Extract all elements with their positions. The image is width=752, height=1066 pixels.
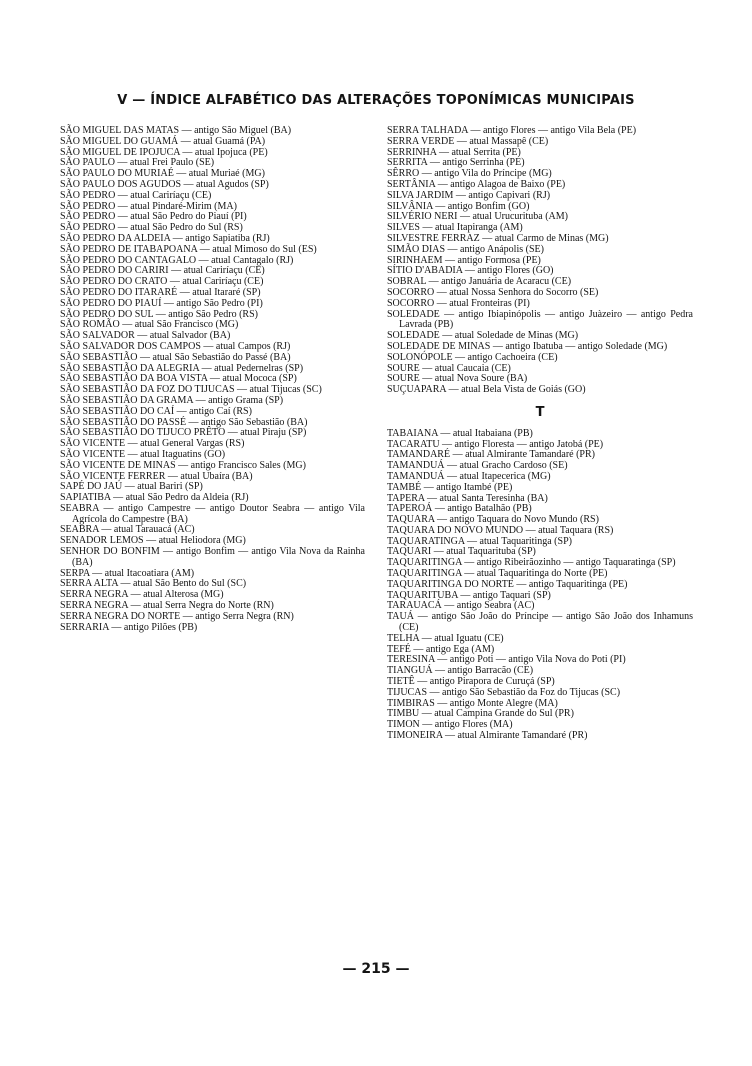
index-entry: SÃO ROMÃO — atual São Francisco (MG) <box>60 319 239 331</box>
page-number: — 215 — <box>342 961 410 977</box>
index-entry: TIJUCAS — antigo São Sebastião da Foz do Tijucas (SC) <box>387 686 621 698</box>
index-entry: SÃO VICENTE FERRER — atual Ubaíra (BA) <box>60 470 253 482</box>
index-entry: SOLEDADE — atual Soledade de Minas (MG) <box>387 330 579 342</box>
index-entry: SILVÂNIA — antigo Bonfim (GO) <box>387 200 530 212</box>
index-entry: SOCORRO — atual Nossa Senhora do Socorro (SE) <box>387 286 599 298</box>
index-entry: TACARATU — antigo Floresta — antigo Jatobá (PE) <box>387 438 604 450</box>
index-entry: TAMANDUÁ — atual Gracho Cardoso (SE) <box>387 460 568 472</box>
index-entry: SÃO SEBASTIÃO DO PASSÉ — antigo São Sebastião (BA) <box>60 416 308 428</box>
index-entry: SILVESTRE FERRAZ — atual Carmo de Minas (MG) <box>387 232 609 244</box>
index-entry: TAUÁ — antigo São João do Príncipe — antigo São João dos Inhamuns (CE) <box>387 611 693 634</box>
index-entry: TELHA — atual Iguatu (CE) <box>387 632 504 644</box>
index-entry: SIRINHAEM — antigo Formosa (PE) <box>387 254 541 266</box>
index-entry: SOLEDADE DE MINAS — antigo Ibatuba — antigo Soledade (MG) <box>387 340 668 352</box>
section-letter: T <box>535 404 545 420</box>
index-entry: TIMBU — atual Campina Grande do Sul (PR) <box>387 708 574 720</box>
index-entry: SÃO SEBASTIÃO — atual São Sebastião do Passé (BA) <box>60 351 291 363</box>
index-entry: SÃO PEDRO DO CANTAGALO — atual Cantagalo (RJ) <box>60 254 294 266</box>
index-entry: SEABRA — antigo Campestre — antigo Doutor Seabra — antigo Vila Agrícola do Campestre (BA) <box>60 502 365 525</box>
index-entry: SÍTIO D'ABADIA — antigo Flores (GO) <box>387 265 554 277</box>
index-entry: SÃO PEDRO — atual Cariríaçu (CE) <box>60 189 212 201</box>
index-entry: TIMBIRAS — antigo Monte Alegre (MA) <box>387 697 558 709</box>
index-entry: SÃO MIGUEL DO GUAMÁ — atual Guamá (PA) <box>60 135 266 147</box>
index-entry: SERRITA — antigo Serrinha (PE) <box>387 157 525 169</box>
index-entry: SERTÂNIA — antigo Alagoa de Baixo (PE) <box>387 178 566 190</box>
index-entry: SERRARIA — antigo Pilões (PB) <box>60 621 198 633</box>
index-entry: SÃO PAULO — atual Frei Paulo (SE) <box>60 157 215 169</box>
index-entry: SOURE — atual Nova Soure (BA) <box>387 373 528 385</box>
index-entry: SÃO VICENTE — atual Itaguatins (GO) <box>60 448 226 460</box>
index-entry: TAQUARA DO NOVO MUNDO — atual Taquara (RS) <box>387 524 614 536</box>
index-entry: SÃO PEDRO — atual São Pedro do Piauí (PI) <box>60 211 247 223</box>
index-entry: SOURE — atual Caucaia (CE) <box>387 362 511 374</box>
index-entry: TAQUARITUBA — antigo Taquari (SP) <box>387 589 551 601</box>
index-entry: TAPEROÁ — antigo Batalhão (PB) <box>387 503 532 515</box>
index-entry: SOLEDADE — antigo Ibiapinópolis — antigo Juàzeiro — antigo Pedra Lavrada (PB) <box>387 308 693 331</box>
index-entry: SUÇUAPARA — atual Bela Vista de Goiás (GO) <box>387 384 586 396</box>
index-entry: SÃO PEDRO DE ITABAPOANA — atual Mimoso do Sul (ES) <box>60 243 317 255</box>
index-entry: SAPÉ DO JAÚ — atual Bariri (SP) <box>60 481 203 493</box>
index-entry: TAPERA — atual Santa Teresinha (BA) <box>387 492 548 504</box>
index-entry: SERRA TALHADA — antigo Flores — antigo Vila Bela (PE) <box>387 125 637 136</box>
index-entry: SEABRA — atual Tarauacá (AC) <box>60 524 195 536</box>
index-entry: TIMONEIRA — atual Almirante Tamandaré (PR) <box>387 730 588 742</box>
index-entry: SÃO MIGUEL DAS MATAS — antigo São Miguel (BA) <box>60 125 292 136</box>
index-entry: TAMANDUÁ — atual Itapecerica (MG) <box>387 470 551 482</box>
page-title: V — ÍNDICE ALFABÉTICO DAS ALTERAÇÕES TOPONÍMICAS MUNICIPAIS <box>117 93 635 108</box>
index-entry: SÃO PEDRO DO PIAUÍ — antigo São Pedro (PI) <box>60 297 263 309</box>
left-column <box>60 126 365 633</box>
index-entry: SENHOR DO BONFIM — antigo Bonfim — antigo Vila Nova da Rainha (BA) <box>60 546 365 568</box>
index-entry: TARAUACÁ — antigo Seabra (AC) <box>387 600 535 612</box>
right-column <box>387 126 693 742</box>
index-entry: SOCORRO — atual Fronteiras (PI) <box>387 297 530 309</box>
index-entry: SÃO PEDRO DA ALDEIA — antigo Sapiatiba (RJ) <box>60 232 270 244</box>
index-entry: SERRA ALTA — atual São Bento do Sul (SC) <box>60 578 247 590</box>
index-entry: SÃO PEDRO DO CRATO — atual Cariríaçu (CE) <box>60 276 264 288</box>
index-entry: SOLONÓPOLE — antigo Cachoeira (CE) <box>387 351 558 363</box>
index-entry: TAMBÉ — antigo Itambé (PE) <box>387 481 513 493</box>
index-entry: SÃO VICENTE — atual General Vargas (RS) <box>60 438 245 450</box>
index-entry: TERESINA — antigo Poti — antigo Vila Nova do Poti (PI) <box>387 654 626 666</box>
index-entry: SÃO SEBASTIÃO DA BOA VISTA — atual Mococa (SP) <box>60 373 297 385</box>
index-entry: SERRA VERDE — atual Massapê (CE) <box>387 135 549 147</box>
index-entry: SÃO SEBASTIÃO DO CAÍ — antigo Caí (RS) <box>60 405 252 417</box>
index-entry: SERRA NEGRA — atual Serra Negra do Norte (RN) <box>60 600 274 612</box>
index-entry: SÃO PAULO DOS AGUDOS — atual Agudos (SP) <box>60 178 269 190</box>
index-entry: TEFÉ — antigo Ega (AM) <box>387 643 495 655</box>
index-entry: SILVÉRIO NERI — atual Urucurituba (AM) <box>387 211 568 223</box>
index-entry: SERRINHA — atual Serrita (PE) <box>387 146 521 158</box>
index-entry: TABAIANA — atual Itabaiana (PB) <box>387 427 533 439</box>
index-entry: SÃO PEDRO — atual São Pedro do Sul (RS) <box>60 222 243 234</box>
right-column-s-entries <box>387 126 693 396</box>
index-entry: TAQUARI — atual Taquarituba (SP) <box>387 546 536 558</box>
index-entry: SÃO VICENTE DE MINAS — antigo Francisco Sales (MG) <box>60 459 306 471</box>
index-entry: SENADOR LEMOS — atual Heliodora (MG) <box>60 535 246 547</box>
index-entry: SAPIATIBA — atual São Pedro da Aldeia (RJ) <box>60 492 249 504</box>
index-entry: SERRA NEGRA — atual Alterosa (MG) <box>60 589 224 601</box>
index-entry: TAQUARITINGA — atual Taquaritinga do Norte (PE) <box>387 568 608 580</box>
index-entry: SERRA NEGRA DO NORTE — antigo Serra Negra (RN) <box>60 610 294 622</box>
index-entry: SILVA JARDIM — antigo Capivari (RJ) <box>387 189 551 201</box>
index-entry: TIMON — antigo Flores (MA) <box>387 719 513 731</box>
index-entry: TAQUARATINGA — atual Taquaritinga (SP) <box>387 535 572 547</box>
index-entry: SOBRAL — antigo Januária de Acaracu (CE) <box>387 276 572 288</box>
index-entry: TAQUARITINGA — antigo Ribeirãozinho — antigo Taquaratinga (SP) <box>387 557 676 569</box>
index-entry: TAQUARA — antigo Taquara do Novo Mundo (RS) <box>387 514 599 526</box>
index-entry: SÃO SEBASTIÃO DA FOZ DO TIJUCAS — atual Tijucas (SC) <box>60 384 322 396</box>
right-column-t-entries <box>387 429 693 742</box>
index-entry: SIMÃO DIAS — antigo Anápolis (SE) <box>387 243 544 255</box>
index-entry: SÃO SALVADOR — atual Salvador (BA) <box>60 330 231 342</box>
index-entry: SÊRRO — antigo Vila do Príncipe (MG) <box>387 168 552 180</box>
index-entry: SILVES — atual Itapiranga (AM) <box>387 222 523 234</box>
index-entry: TAQUARITINGA DO NORTE — antigo Taquaritinga (PE) <box>387 578 628 590</box>
index-entry: TIANGUÁ — antigo Barracão (CE) <box>387 665 534 677</box>
index-entry: SÃO SALVADOR DOS CAMPOS — atual Campos (RJ) <box>60 340 291 352</box>
index-entry: TIETÊ — antigo Pirapora de Curuçá (SP) <box>387 676 555 688</box>
index-entry: SÃO SEBASTIÃO DO TIJUCO PRÊTO — atual Piraju (SP) <box>60 427 307 439</box>
index-entry: SÃO MIGUEL DE IPOJUCA — atual Ipojuca (PE) <box>60 146 268 158</box>
index-entry: SÃO PEDRO DO CARIRI — atual Cariríaçu (CE) <box>60 265 265 277</box>
index-entry: SÃO PEDRO DO SUL — antigo São Pedro (RS) <box>60 308 258 320</box>
index-entry: SÃO SEBASTIÃO DA ALEGRIA — atual Pedernelras (SP) <box>60 362 304 374</box>
index-entry: SERPA — atual Itacoatiara (AM) <box>60 567 195 579</box>
index-entry: SÃO PAULO DO MURIAÉ — atual Muriaé (MG) <box>60 168 265 180</box>
index-entry: TAMANDARÉ — atual Almirante Tamandaré (PR) <box>387 449 595 461</box>
index-entry: SÃO PEDRO DO ITARARÉ — atual Itararé (SP) <box>60 286 261 298</box>
index-entry: SÃO SEBASTIÃO DA GRAMA — antigo Grama (SP) <box>60 394 284 406</box>
index-entry: SÃO PEDRO — atual Pindaré-Mirim (MA) <box>60 200 237 212</box>
